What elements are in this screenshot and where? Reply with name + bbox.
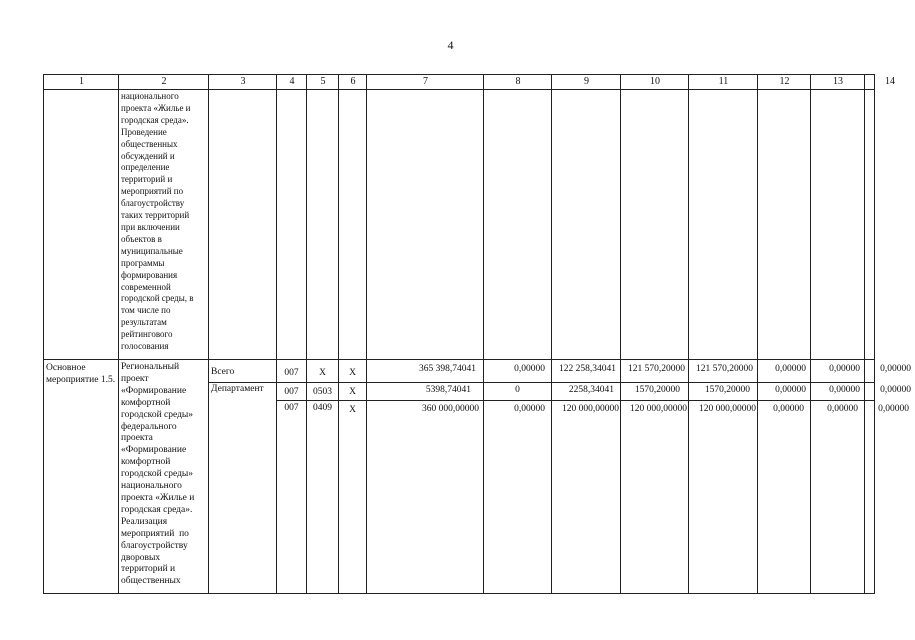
measure-name: Основное мероприятие 1.5. xyxy=(46,363,116,385)
grid-line xyxy=(757,75,758,593)
page-number: 4 xyxy=(447,38,454,52)
column-header: 11 xyxy=(718,76,729,87)
cell-grbs: 007 xyxy=(284,368,299,378)
cell-value: 0,00000 xyxy=(773,404,804,414)
grid-line xyxy=(810,75,811,593)
grid-line xyxy=(688,75,689,593)
column-header-row xyxy=(44,75,895,90)
grid-line xyxy=(338,75,339,593)
cell-value: 0,00000 xyxy=(514,364,545,374)
column-header: 12 xyxy=(779,76,790,87)
cell-value: 0,00000 xyxy=(829,364,860,374)
cell-value: 0,00000 xyxy=(829,385,860,395)
grid-line xyxy=(208,75,209,593)
column-header: 14 xyxy=(885,76,895,87)
column-header: 13 xyxy=(833,76,843,87)
cell-value: 360 000,00000 xyxy=(422,404,479,414)
grid-line xyxy=(276,75,277,593)
grid-line xyxy=(551,75,552,593)
cell-grbs: 007 xyxy=(284,387,299,397)
cell-section: X xyxy=(319,368,326,378)
cell-value: 1570,20000 xyxy=(704,385,750,395)
row-divider xyxy=(276,400,874,401)
cell-section: 0503 xyxy=(313,387,332,397)
cell-value: 120 000,00000 xyxy=(699,404,756,414)
cell-target: X xyxy=(349,368,356,378)
column-header: 3 xyxy=(240,76,246,87)
column-header: 2 xyxy=(161,76,167,87)
cell-value: 0,00000 xyxy=(880,385,911,395)
cell-value: 120 000,00000 xyxy=(562,404,619,414)
cell-value: 0,00000 xyxy=(775,364,806,374)
cell-section: 0409 xyxy=(313,403,332,413)
column-header: 8 xyxy=(515,76,521,87)
cell-target: X xyxy=(349,405,356,415)
column-header: 4 xyxy=(289,76,295,87)
cell-grbs: 007 xyxy=(284,403,299,413)
cell-value: 0,00000 xyxy=(775,385,806,395)
column-header: 1 xyxy=(79,76,84,87)
continued-description: национального проекта «Жилье и городская среда». Проведение общественных обсуждений и определение территорий и мероприятий по благоустройству таких территорий при включении объектов в муниципальные программы формирования современной городской среды, в том числе по результатам рейтингового голосования xyxy=(121,91,194,352)
column-header: 7 xyxy=(423,76,428,87)
budget-table xyxy=(43,74,911,594)
cell-value: 5398,74041 xyxy=(425,385,471,395)
cell-value: 0,00000 xyxy=(880,364,911,374)
grid-line xyxy=(864,75,865,593)
cell-value: 0,00000 xyxy=(514,404,545,414)
cell-value: 365 398,74041 xyxy=(419,364,476,374)
grid-line xyxy=(306,75,307,593)
cell-value: 122 258,34041 xyxy=(559,364,616,374)
row-divider xyxy=(44,359,874,360)
grid-line xyxy=(366,75,367,593)
cell-target: X xyxy=(349,387,356,397)
cell-value: 120 000,00000 xyxy=(630,404,687,414)
cell-value: 0,00000 xyxy=(878,404,909,414)
grid-line xyxy=(483,75,484,593)
cell-value: 121 570,20000 xyxy=(628,364,685,374)
row-label: Департамент xyxy=(211,384,264,394)
cell-value: 0 xyxy=(515,385,520,395)
cell-value: 2258,34041 xyxy=(568,385,614,395)
grid-line xyxy=(118,75,119,593)
cell-value: 0,00000 xyxy=(827,404,858,414)
measure-description: Региональный проект «Формирование комфортной городской среды» федерального проекта «Формирование комфортной городской среды» национального проекта «Жилье и городская среда». Реализация мероприятий по благоустройству дворовых территорий и общественных xyxy=(121,362,195,587)
cell-value: 121 570,20000 xyxy=(696,364,753,374)
column-header: 9 xyxy=(584,76,589,87)
row-divider xyxy=(208,382,874,383)
column-header: 5 xyxy=(320,76,326,87)
column-header: 6 xyxy=(350,76,356,87)
column-header: 10 xyxy=(650,76,660,87)
grid-line xyxy=(620,75,621,593)
cell-value: 1570,20000 xyxy=(634,385,680,395)
row-label: Всего xyxy=(211,367,235,377)
